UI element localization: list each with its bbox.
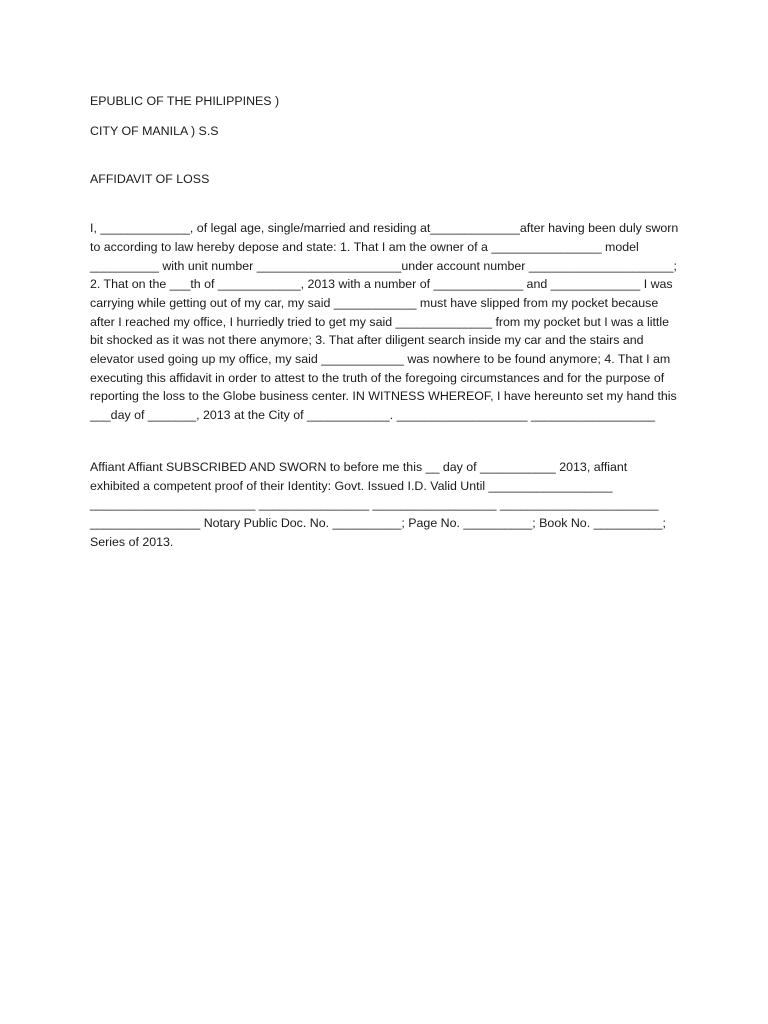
document-content xyxy=(90,92,680,581)
header-republic: EPUBLIC OF THE PHILIPPINES ) xyxy=(90,94,280,108)
header-city: CITY OF MANILA ) S.S xyxy=(90,123,219,138)
document-title: AFFIDAVIT OF LOSS xyxy=(90,172,210,187)
jurat-paragraph: Affiant Affiant SUBSCRIBED AND SWORN to before me this __ day of ___________ 2013, affiant exhibited a competent proof of their Identity: Govt. Issued I.D. Valid Until __________________ ________________________ ________________ __________________ _______________________ ________________ Notary Public Doc. No. __________; Page No. __________; Book No. __________; Series of 2013. xyxy=(90,459,666,549)
affidavit-body-paragraph: I, _____________, of legal age, single/married and residing at_____________after having been duly sworn to according to law hereby depose and state: 1. That I am the owner of a ________________ model __________ with unit number _____________________under account number _____________________; 2. That on the ___th of ____________, 2013 with a number of _____________ and _____________ I was carrying while getting out of my car, my said ____________ must have slipped from my pocket because after I reached my office, I hurriedly tried to get my said ______________ from my pocket but I was a little bit shocked as it was not there anymore; 3. That after diligent search inside my car and the stairs and elevator used going up my office, my said ____________ was nowhere to be found anymore; 4. That I am executing this affidavit in order to attest to the truth of the foregoing circumstances and for the purpose of reporting the loss to the Globe business center. IN WITNESS WHEREOF, I have hereunto set my hand this ___day of _______, 2013 at the City of ____________. ___________________ __________________ xyxy=(90,221,679,423)
